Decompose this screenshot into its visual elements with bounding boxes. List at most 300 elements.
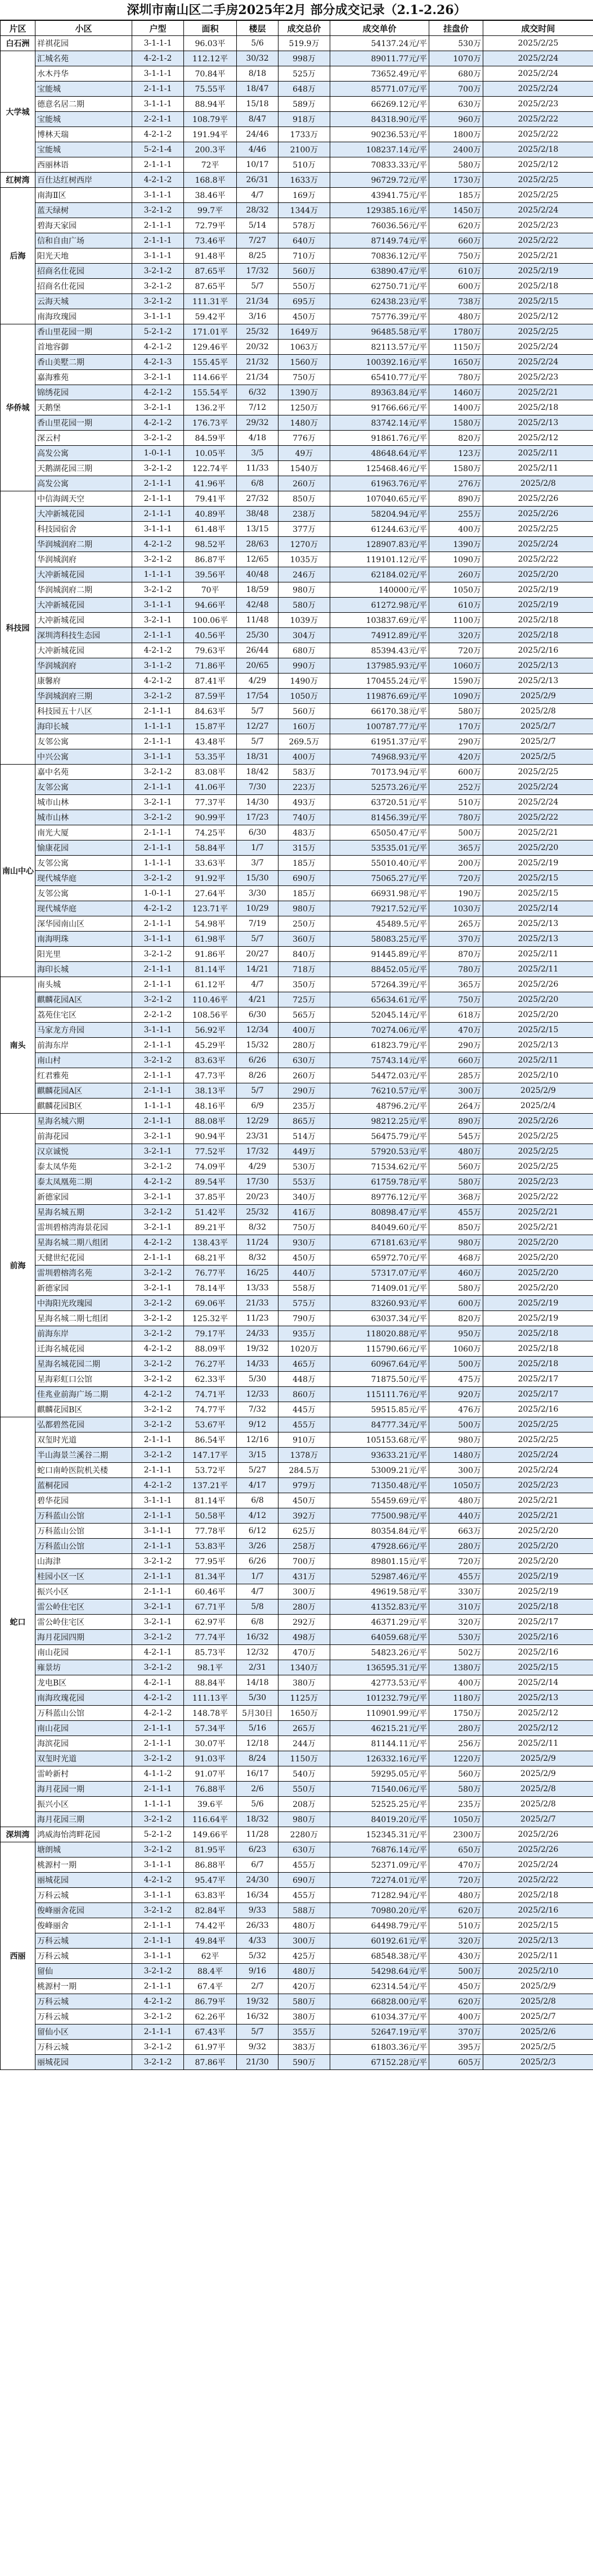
community-cell: 万科云城 [35, 1994, 132, 2009]
deal-date-cell: 2025/2/19 [483, 856, 593, 871]
column-header: 成交总价 [278, 21, 330, 36]
layout-cell: 4-2-1-2 [132, 1235, 184, 1250]
listing-price-cell: 500万 [429, 825, 483, 840]
listing-price-cell: 365万 [429, 977, 483, 992]
listing-price-cell: 870万 [429, 947, 483, 962]
floor-cell: 21/30 [237, 2055, 278, 2070]
floor-cell: 18/42 [237, 765, 278, 780]
total-price-cell: 455万 [278, 1888, 330, 1903]
unit-price-cell: 100392.16元/平 [330, 355, 429, 370]
area-size-cell: 69.06平 [184, 1296, 237, 1311]
listing-price-cell: 1050万 [429, 1478, 483, 1493]
floor-cell: 16/17 [237, 1766, 278, 1782]
area-size-cell: 111.13平 [184, 1691, 237, 1706]
unit-price-cell: 64059.68元/平 [330, 1630, 429, 1645]
deal-date-cell: 2025/2/26 [483, 977, 593, 992]
community-cell: 海月花园一期 [35, 1782, 132, 1797]
total-price-cell: 840万 [278, 947, 330, 962]
community-cell: 双玺时光道 [35, 1751, 132, 1766]
total-price-cell: 725万 [278, 992, 330, 1007]
deal-date-cell: 2025/2/24 [483, 51, 593, 66]
unit-price-cell: 61823.79元/平 [330, 1038, 429, 1053]
community-cell: 弘都碧然花园 [35, 1417, 132, 1432]
total-price-cell: 238万 [278, 507, 330, 522]
community-cell: 碧海天家园 [35, 218, 132, 233]
unit-price-cell: 52371.09元/平 [330, 1858, 429, 1873]
unit-price-cell: 119876.69元/平 [330, 689, 429, 704]
community-cell: 星海名城五期 [35, 1205, 132, 1220]
floor-cell: 8/25 [237, 248, 278, 264]
unit-price-cell: 53009.21元/平 [330, 1463, 429, 1478]
deal-date-cell: 2025/2/26 [483, 1114, 593, 1129]
deal-date-cell: 2025/2/24 [483, 780, 593, 795]
community-cell: 香山里花园一期 [35, 415, 132, 431]
unit-price-cell: 61034.37元/平 [330, 2009, 429, 2024]
total-price-cell: 431万 [278, 1569, 330, 1584]
layout-cell: 2-1-1-1 [132, 1038, 184, 1053]
district-cell: 后海 [1, 188, 35, 324]
table-body [1, 36, 593, 2070]
unit-price-cell: 75743.14元/平 [330, 1053, 429, 1068]
unit-price-cell: 76210.57元/平 [330, 1083, 429, 1099]
area-size-cell: 68.21平 [184, 1250, 237, 1266]
layout-cell: 3-2-1-2 [132, 765, 184, 780]
total-price-cell: 480万 [278, 1964, 330, 1979]
listing-price-cell: 630万 [429, 97, 483, 112]
layout-cell: 4-2-1-2 [132, 51, 184, 66]
table-row [1, 643, 593, 658]
total-price-cell: 550万 [278, 279, 330, 294]
unit-price-cell: 47928.66元/平 [330, 1539, 429, 1554]
table-row [1, 1250, 593, 1266]
floor-cell: 38/48 [237, 507, 278, 522]
table-row [1, 1615, 593, 1630]
floor-cell: 14/18 [237, 1675, 278, 1691]
deal-date-cell: 2025/2/24 [483, 1463, 593, 1478]
layout-cell: 2-1-1-1 [132, 1918, 184, 1933]
deal-date-cell: 2025/2/19 [483, 1311, 593, 1326]
table-row [1, 491, 593, 507]
deal-date-cell: 2025/2/11 [483, 947, 593, 962]
area-size-cell: 37.85平 [184, 1190, 237, 1205]
listing-price-cell: 470万 [429, 1023, 483, 1038]
layout-cell: 3-2-1-2 [132, 1660, 184, 1675]
layout-cell: 4-2-1-2 [132, 901, 184, 916]
community-cell: 万科蓝山公馆 [35, 1524, 132, 1539]
unit-price-cell: 43941.75元/平 [330, 188, 429, 203]
unit-price-cell: 61951.37元/平 [330, 734, 429, 749]
area-size-cell: 116.64平 [184, 1812, 237, 1827]
community-cell: 宝能城 [35, 142, 132, 157]
layout-cell: 3-2-1-2 [132, 279, 184, 294]
layout-cell: 2-1-1-1 [132, 977, 184, 992]
deal-date-cell: 2025/2/16 [483, 1630, 593, 1645]
total-price-cell: 558万 [278, 1281, 330, 1296]
deal-date-cell: 2025/2/21 [483, 1205, 593, 1220]
total-price-cell: 680万 [278, 643, 330, 658]
transactions-table [0, 20, 593, 2070]
area-size-cell: 54.98平 [184, 916, 237, 932]
total-price-cell: 583万 [278, 765, 330, 780]
listing-price-cell: 235万 [429, 1797, 483, 1812]
floor-cell: 8/24 [237, 1751, 278, 1766]
total-price-cell: 480万 [278, 1918, 330, 1933]
community-cell: 高发公寓 [35, 476, 132, 491]
area-size-cell: 89.21平 [184, 1220, 237, 1235]
total-price-cell: 445万 [278, 1402, 330, 1417]
deal-date-cell: 2025/2/7 [483, 1812, 593, 1827]
unit-price-cell: 62314.54元/平 [330, 1979, 429, 1994]
floor-cell: 6/9 [237, 1099, 278, 1114]
listing-price-cell: 276万 [429, 476, 483, 491]
total-price-cell: 160万 [278, 719, 330, 734]
floor-cell: 4/7 [237, 1584, 278, 1599]
unit-price-cell: 90236.53元/平 [330, 127, 429, 142]
layout-cell: 3-2-1-2 [132, 1630, 184, 1645]
floor-cell: 12/34 [237, 1023, 278, 1038]
community-cell: 前海东岸 [35, 1038, 132, 1053]
layout-cell: 3-1-1-1 [132, 1949, 184, 1964]
deal-date-cell: 2025/2/25 [483, 188, 593, 203]
floor-cell: 9/16 [237, 1964, 278, 1979]
community-cell: 大冲新城花园 [35, 507, 132, 522]
layout-cell: 3-2-1-2 [132, 1357, 184, 1372]
listing-price-cell: 750万 [429, 248, 483, 264]
table-row [1, 127, 593, 142]
listing-price-cell: 600万 [429, 765, 483, 780]
floor-cell: 17/54 [237, 689, 278, 704]
total-price-cell: 1020万 [278, 1341, 330, 1357]
layout-cell: 2-1-1-1 [132, 704, 184, 719]
unit-price-cell: 71350.48元/平 [330, 1478, 429, 1493]
layout-cell: 4-2-1-2 [132, 1478, 184, 1493]
listing-price-cell: 1050万 [429, 1812, 483, 1827]
deal-date-cell: 2025/2/9 [483, 1979, 593, 1994]
community-cell: 大冲新城花园 [35, 567, 132, 582]
floor-cell: 18/31 [237, 749, 278, 765]
layout-cell: 2-1-1-1 [132, 1083, 184, 1099]
column-header: 楼层 [237, 21, 278, 36]
area-size-cell: 96.03平 [184, 36, 237, 51]
listing-price-cell: 660万 [429, 233, 483, 248]
listing-price-cell: 1060万 [429, 1341, 483, 1357]
listing-price-cell: 265万 [429, 916, 483, 932]
listing-price-cell: 480万 [429, 1493, 483, 1508]
layout-cell: 3-1-1-1 [132, 188, 184, 203]
deal-date-cell: 2025/2/18 [483, 400, 593, 415]
floor-cell: 5/7 [237, 932, 278, 947]
table-row [1, 188, 593, 203]
layout-cell: 4-2-1-1 [132, 1645, 184, 1660]
community-cell: 万科云城 [35, 1933, 132, 1949]
floor-cell: 5/30 [237, 1691, 278, 1706]
layout-cell: 5-2-1-2 [132, 1827, 184, 1842]
area-size-cell: 40.89平 [184, 507, 237, 522]
table-row [1, 1174, 593, 1190]
floor-cell: 14/30 [237, 795, 278, 810]
total-price-cell: 258万 [278, 1539, 330, 1554]
table-row [1, 932, 593, 947]
total-price-cell: 450万 [278, 1250, 330, 1266]
table-row [1, 82, 593, 97]
layout-cell: 1-1-1-1 [132, 567, 184, 582]
layout-cell: 3-1-1-1 [132, 248, 184, 264]
total-price-cell: 550万 [278, 1782, 330, 1797]
floor-cell: 28/63 [237, 537, 278, 552]
community-cell: 桃源村一期 [35, 1979, 132, 1994]
floor-cell: 6/8 [237, 1493, 278, 1508]
layout-cell: 3-2-1-2 [132, 1842, 184, 1858]
floor-cell: 6/8 [237, 1615, 278, 1630]
floor-cell: 12/29 [237, 1114, 278, 1129]
table-row [1, 385, 593, 400]
deal-date-cell: 2025/2/23 [483, 370, 593, 385]
table-row [1, 1463, 593, 1478]
layout-cell: 3-2-1-1 [132, 370, 184, 385]
total-price-cell: 776万 [278, 431, 330, 446]
table-row [1, 1023, 593, 1038]
unit-price-cell: 91766.66元/平 [330, 400, 429, 415]
unit-price-cell: 83260.93元/平 [330, 1296, 429, 1311]
table-row [1, 628, 593, 643]
total-price-cell: 440万 [278, 1266, 330, 1281]
listing-price-cell: 395万 [429, 2040, 483, 2055]
unit-price-cell: 126332.16元/平 [330, 1751, 429, 1766]
listing-price-cell: 330万 [429, 1584, 483, 1599]
total-price-cell: 244万 [278, 1736, 330, 1751]
listing-price-cell: 620万 [429, 1994, 483, 2009]
listing-price-cell: 1580万 [429, 415, 483, 431]
listing-price-cell: 420万 [429, 749, 483, 765]
unit-price-cell: 136595.31元/平 [330, 1660, 429, 1675]
layout-cell: 2-1-1-1 [132, 628, 184, 643]
deal-date-cell: 2025/2/20 [483, 1539, 593, 1554]
community-cell: 俊峰丽舍花园 [35, 1903, 132, 1918]
deal-date-cell: 2025/2/20 [483, 1554, 593, 1569]
deal-date-cell: 2025/2/21 [483, 1220, 593, 1235]
table-row [1, 1357, 593, 1372]
table-row [1, 2009, 593, 2024]
total-price-cell: 250万 [278, 916, 330, 932]
area-size-cell: 81.14平 [184, 962, 237, 977]
listing-price-cell: 1730万 [429, 173, 483, 188]
community-cell: 香山里花园一期 [35, 324, 132, 340]
community-cell: 俊峰丽舍 [35, 1918, 132, 1933]
listing-price-cell: 1460万 [429, 385, 483, 400]
table-row [1, 1721, 593, 1736]
total-price-cell: 340万 [278, 1190, 330, 1205]
floor-cell: 5月30日 [237, 1706, 278, 1721]
unit-price-cell: 76036.56元/平 [330, 218, 429, 233]
area-size-cell: 91.92平 [184, 871, 237, 886]
unit-price-cell: 81456.39元/平 [330, 810, 429, 825]
total-price-cell: 1378万 [278, 1448, 330, 1463]
listing-price-cell: 500万 [429, 1964, 483, 1979]
deal-date-cell: 2025/2/23 [483, 1174, 593, 1190]
unit-price-cell: 110901.99元/平 [330, 1706, 429, 1721]
area-size-cell: 58.84平 [184, 840, 237, 856]
total-price-cell: 1035万 [278, 552, 330, 567]
floor-cell: 27/32 [237, 491, 278, 507]
unit-price-cell: 115790.66元/平 [330, 1341, 429, 1357]
floor-cell: 3/15 [237, 1448, 278, 1463]
floor-cell: 15/30 [237, 871, 278, 886]
total-price-cell: 208万 [278, 1797, 330, 1812]
community-cell: 山海津 [35, 1554, 132, 1569]
floor-cell: 4/29 [237, 1159, 278, 1174]
table-row [1, 674, 593, 689]
table-row [1, 173, 593, 188]
layout-cell: 5-2-1-2 [132, 324, 184, 340]
floor-cell: 14/33 [237, 1357, 278, 1372]
unit-price-cell: 46215.21元/平 [330, 1721, 429, 1736]
table-row [1, 1933, 593, 1949]
layout-cell: 1-0-1-1 [132, 446, 184, 461]
community-cell: 中信海阔天空 [35, 491, 132, 507]
layout-cell: 1-1-1-1 [132, 1797, 184, 1812]
area-size-cell: 74.09平 [184, 1159, 237, 1174]
floor-cell: 4/7 [237, 188, 278, 203]
table-row [1, 431, 593, 446]
table-row [1, 901, 593, 916]
total-price-cell: 292万 [278, 1615, 330, 1630]
area-size-cell: 57.34平 [184, 1721, 237, 1736]
community-cell: 南海明珠 [35, 932, 132, 947]
listing-price-cell: 255万 [429, 507, 483, 522]
unit-price-cell: 79217.52元/平 [330, 901, 429, 916]
floor-cell: 3/30 [237, 886, 278, 901]
total-price-cell: 450万 [278, 1493, 330, 1508]
table-row [1, 567, 593, 582]
floor-cell: 30/32 [237, 51, 278, 66]
floor-cell: 11/28 [237, 1827, 278, 1842]
community-cell: 振兴小区 [35, 1797, 132, 1812]
table-row [1, 1827, 593, 1842]
deal-date-cell: 2025/2/16 [483, 643, 593, 658]
area-size-cell: 86.88平 [184, 1858, 237, 1873]
unit-price-cell: 89363.84元/平 [330, 385, 429, 400]
unit-price-cell: 61963.76元/平 [330, 476, 429, 491]
unit-price-cell: 71540.06元/平 [330, 1782, 429, 1797]
deal-date-cell: 2025/2/15 [483, 1023, 593, 1038]
listing-price-cell: 820万 [429, 1311, 483, 1326]
floor-cell: 18/47 [237, 82, 278, 97]
listing-price-cell: 400万 [429, 522, 483, 537]
floor-cell: 19/32 [237, 1341, 278, 1357]
total-price-cell: 235万 [278, 1099, 330, 1114]
layout-cell: 3-2-1-2 [132, 2055, 184, 2070]
table-row [1, 1387, 593, 1402]
deal-date-cell: 2025/2/24 [483, 203, 593, 218]
total-price-cell: 1650万 [278, 1706, 330, 1721]
area-size-cell: 60.46平 [184, 1584, 237, 1599]
area-size-cell: 111.31平 [184, 294, 237, 309]
table-row [1, 1569, 593, 1584]
unit-price-cell: 55459.69元/平 [330, 1493, 429, 1508]
community-cell: 红君雅苑 [35, 1068, 132, 1083]
community-cell: 海月花园三期 [35, 1812, 132, 1827]
deal-date-cell: 2025/2/16 [483, 1903, 593, 1918]
deal-date-cell: 2025/2/18 [483, 1357, 593, 1372]
community-cell: 南山村 [35, 1053, 132, 1068]
community-cell: 城市山林 [35, 810, 132, 825]
unit-price-cell: 55010.40元/平 [330, 856, 429, 871]
layout-cell: 3-2-1-1 [132, 795, 184, 810]
floor-cell: 23/31 [237, 1129, 278, 1144]
area-size-cell: 77.95平 [184, 1554, 237, 1569]
listing-price-cell: 680万 [429, 66, 483, 82]
community-cell: 香山美墅二期 [35, 355, 132, 370]
floor-cell: 11/23 [237, 1311, 278, 1326]
table-row [1, 1220, 593, 1235]
listing-price-cell: 260万 [429, 567, 483, 582]
layout-cell: 3-2-1-2 [132, 1417, 184, 1432]
layout-cell: 4-2-1-2 [132, 1387, 184, 1402]
layout-cell: 2-1-1-1 [132, 82, 184, 97]
community-cell: 阳光里 [35, 947, 132, 962]
area-size-cell: 70.84平 [184, 66, 237, 82]
area-size-cell: 74.71平 [184, 1387, 237, 1402]
deal-date-cell: 2025/2/4 [483, 1099, 593, 1114]
area-size-cell: 90.99平 [184, 810, 237, 825]
district-cell: 南山中心 [1, 765, 35, 977]
layout-cell: 3-2-1-1 [132, 613, 184, 628]
community-cell: 星海名城二期七组团 [35, 1311, 132, 1326]
unit-price-cell: 57317.07元/平 [330, 1266, 429, 1281]
unit-price-cell: 70980.20元/平 [330, 1903, 429, 1918]
unit-price-cell: 52987.46元/平 [330, 1569, 429, 1584]
deal-date-cell: 2025/2/18 [483, 1599, 593, 1615]
total-price-cell: 416万 [278, 1205, 330, 1220]
deal-date-cell: 2025/2/16 [483, 1645, 593, 1660]
layout-cell: 2-1-1-1 [132, 233, 184, 248]
area-size-cell: 112.12平 [184, 51, 237, 66]
floor-cell: 40/48 [237, 567, 278, 582]
total-price-cell: 980万 [278, 901, 330, 916]
layout-cell: 4-2-1-2 [132, 1706, 184, 1721]
floor-cell: 5/7 [237, 1083, 278, 1099]
area-size-cell: 83.63平 [184, 1053, 237, 1068]
area-size-cell: 98.52平 [184, 537, 237, 552]
community-cell: 中海阳光玫瑰园 [35, 1296, 132, 1311]
listing-price-cell: 720万 [429, 871, 483, 886]
floor-cell: 5/16 [237, 1721, 278, 1736]
unit-price-cell: 83742.14元/平 [330, 415, 429, 431]
floor-cell: 21/34 [237, 294, 278, 309]
floor-cell: 18/59 [237, 582, 278, 598]
unit-price-cell: 66269.12元/平 [330, 97, 429, 112]
total-price-cell: 1480万 [278, 415, 330, 431]
floor-cell: 17/30 [237, 1174, 278, 1190]
unit-price-cell: 62750.71元/平 [330, 279, 429, 294]
total-price-cell: 1649万 [278, 324, 330, 340]
community-cell: 万科云城 [35, 2040, 132, 2055]
table-row [1, 157, 593, 173]
listing-price-cell: 820万 [429, 431, 483, 446]
area-size-cell: 67.4平 [184, 1979, 237, 1994]
listing-price-cell: 610万 [429, 598, 483, 613]
floor-cell: 26/31 [237, 173, 278, 188]
unit-price-cell: 93633.21元/平 [330, 1448, 429, 1463]
total-price-cell: 455万 [278, 1858, 330, 1873]
layout-cell: 3-2-1-2 [132, 689, 184, 704]
table-row [1, 309, 593, 324]
community-cell: 深圳湾科技生态园 [35, 628, 132, 643]
total-price-cell: 470万 [278, 1645, 330, 1660]
total-price-cell: 1270万 [278, 537, 330, 552]
area-size-cell: 71.86平 [184, 658, 237, 674]
unit-price-cell: 108237.14元/平 [330, 142, 429, 157]
